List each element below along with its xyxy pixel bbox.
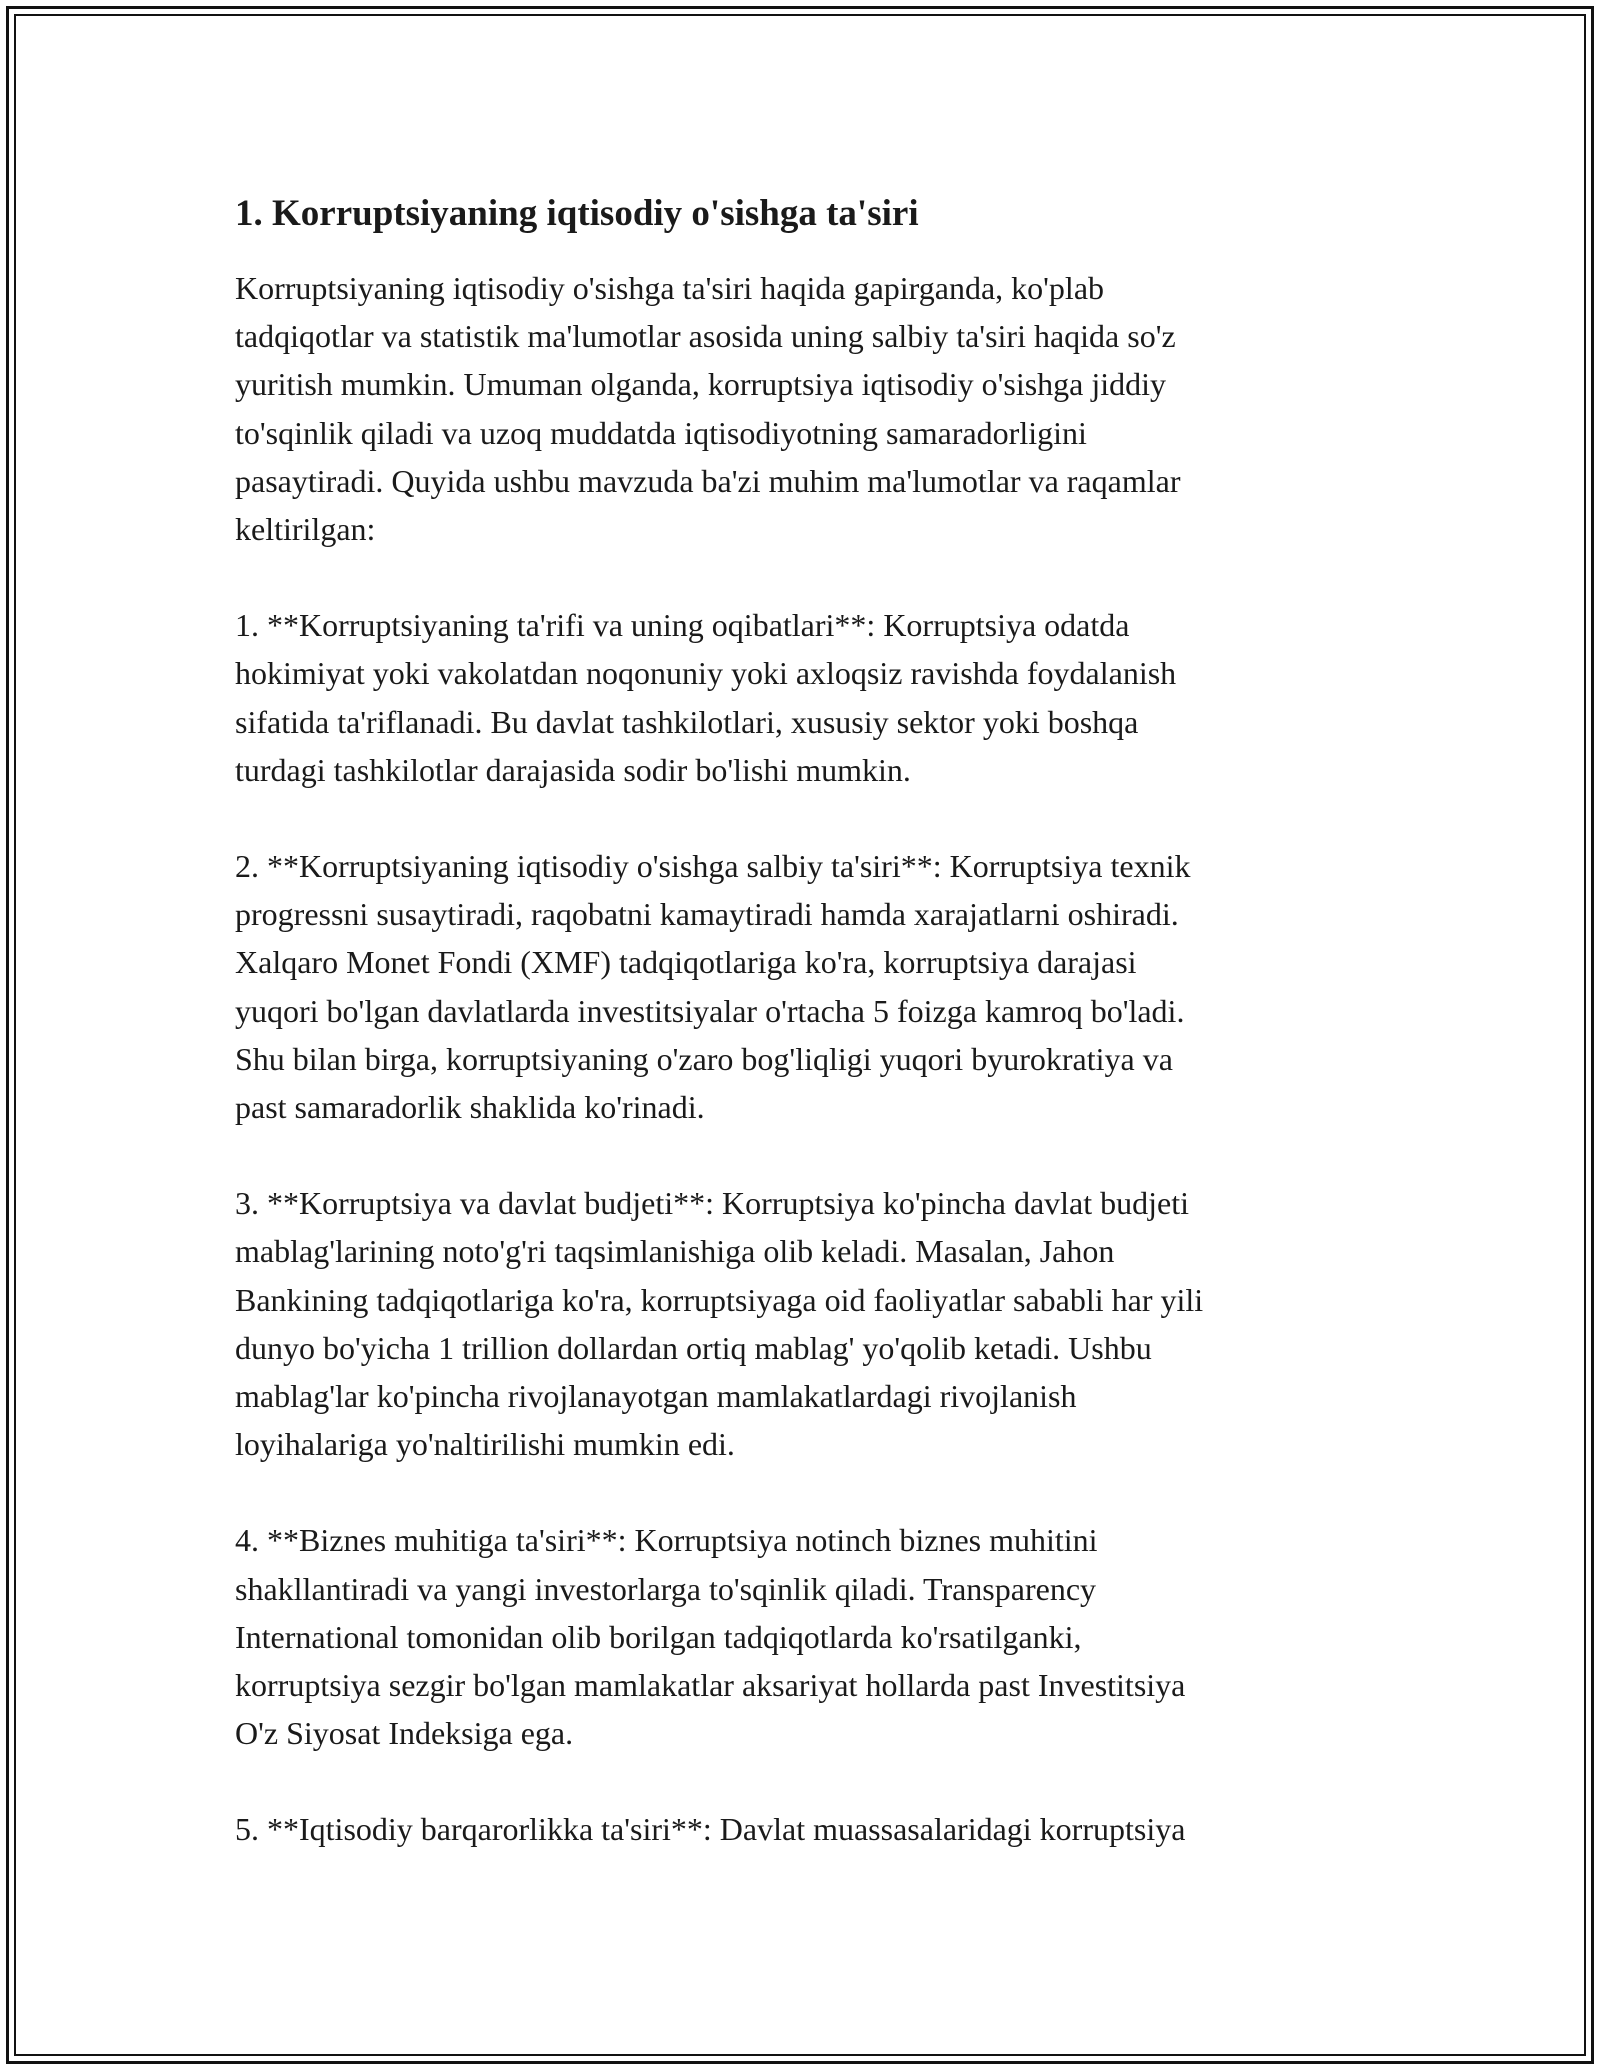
document-body — [235, 188, 1355, 1854]
list-item-3: 3. **Korruptsiya va davlat budjeti**: Korruptsiya ko'pincha davlat budjeti mablag'larining noto'g'ri taqsimlanishiga olib keladi. Masalan, Jahon Bankining tadqiqotlariga ko'ra, korruptsiyaga oid faoliyatlar sababli har yili dunyo bo'yicha 1 trillion dollardan ortiq mablag' yo'qolib ketadi. Ushbu mablag'lar ko'pincha rivojlanayotgan mamlakatlardagi rivojlanish loyihalariga yo'naltirilishi mumkin edi. — [235, 1185, 1204, 1463]
list-item-2: 2. **Korruptsiyaning iqtisodiy o'sishga salbiy ta'siri**: Korruptsiya texnik progressni susaytiradi, raqobatni kamaytiradi hamda xarajatlarni oshiradi. Xalqaro Monet Fondi (XMF) tadqiqotlariga ko'ra, korruptsiya darajasi yuqori bo'lgan davlatlarda investitsiyalar o'rtacha 5 foizga kamroq bo'ladi. Shu bilan birga, korruptsiyaning o'zaro bog'liqligi yuqori byurokratiya va past samaradorlik shaklida ko'rinadi. — [235, 848, 1191, 1126]
intro-paragraph: Korruptsiyaning iqtisodiy o'sishga ta'siri haqida gapirganda, ko'plab tadqiqotlar va statistik ma'lumotlar asosida uning salbiy ta'siri haqida so'z yuritish mumkin. Umuman olganda, korruptsiya iqtisodiy o'sishga jiddiy to'sqinlik qiladi va uzoq muddatda iqtisodiyotning samaradorligini pasaytiradi. Quyida ushbu mavzuda ba'zi muhim ma'lumotlar va raqamlar keltirilgan: — [235, 270, 1181, 548]
list-item-1: 1. **Korruptsiyaning ta'rifi va uning oqibatlari**: Korruptsiya odatda hokimiyat yoki vakolatdan noqonuniy yoki axloqsiz ravishda foydalanish sifatida ta'riflanadi. Bu davlat tashkilotlari, xususiy sektor yoki boshqa turdagi tashkilotlar darajasida sodir bo'lishi mumkin. — [235, 607, 1177, 788]
list-item-4: 4. **Biznes muhitiga ta'siri**: Korruptsiya notinch biznes muhitini shakllantiradi va yangi investorlarga to'sqinlik qiladi. Transparency International tomonidan olib borilgan tadqiqotlarda ko'rsatilganki, korruptsiya sezgir bo'lgan mamlakatlar aksariyat hollarda past Investitsiya O'z Siyosat Indeksiga ega. — [235, 1522, 1186, 1752]
list-item-5: 5. **Iqtisodiy barqarorlikka ta'siri**: Davlat muassasalaridagi korruptsiya — [235, 1811, 1186, 1848]
section-heading: 1. Korruptsiyaning iqtisodiy o'sishga ta'siri — [235, 193, 919, 234]
